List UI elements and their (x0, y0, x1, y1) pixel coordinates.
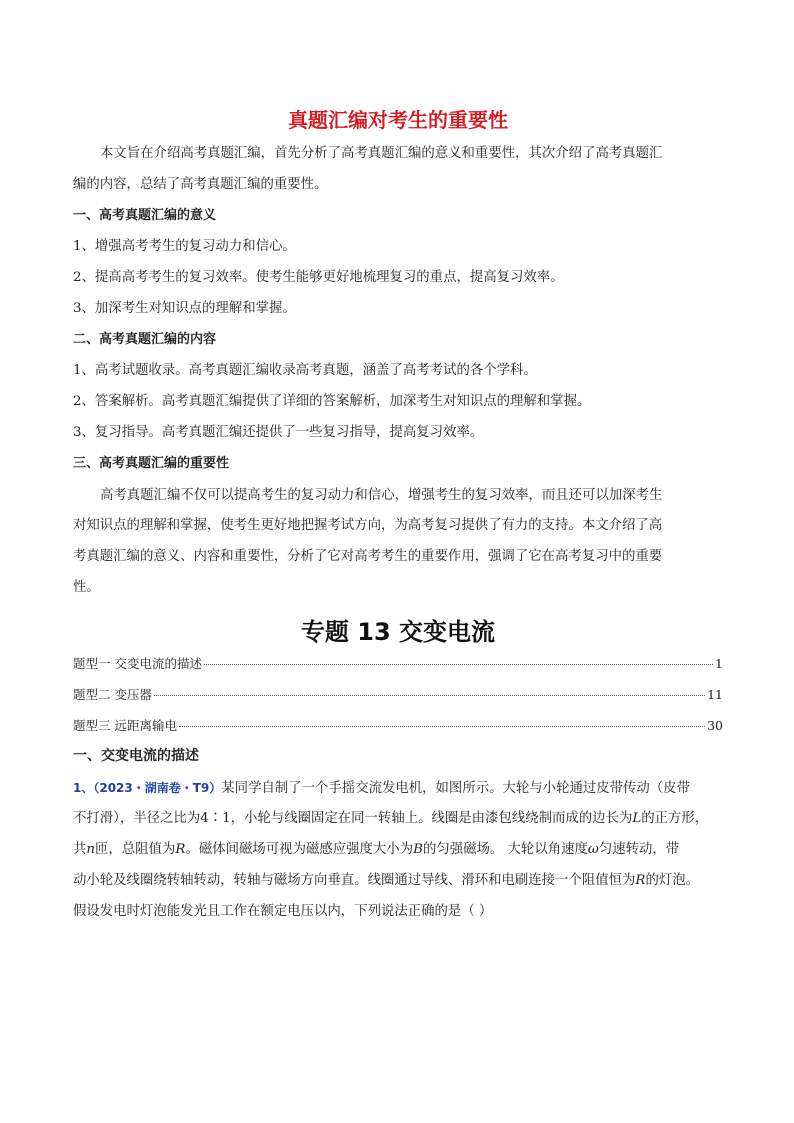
section1-item: 3、加深考生对知识点的理解和掌握。 (73, 301, 296, 316)
question-line-5: 假设发电时灯泡能发光且工作在额定电压以内，下列说法正确的是（ ） (73, 904, 493, 919)
section3-heading: 三、高考真题汇编的重要性 (73, 456, 230, 471)
toc-label: 题型三 远距离输电 (73, 718, 177, 733)
question-section-heading: 一、交变电流的描述 (73, 748, 199, 764)
page-title: 真题汇编对考生的重要性 (288, 108, 508, 132)
toc-page: 11 (707, 687, 723, 702)
section2-heading: 二、高考真题汇编的内容 (73, 332, 217, 347)
question-text: 。磁体间磁场可视为磁感应强度大小为 (185, 842, 414, 857)
section1-item: 1、增强高考考生的复习动力和信心。 (73, 239, 296, 254)
toc-leader (204, 664, 713, 665)
question-line-3 (73, 840, 723, 860)
question-text: 的正方形， (641, 811, 709, 826)
toc-label: 题型二 变压器 (73, 687, 152, 702)
section2-item: 1、高考试题收录。高考真题汇编收录高考真题，涵盖了高考考试的各个学科。 (73, 363, 537, 378)
toc-entry[interactable] (73, 716, 723, 734)
section1-item: 2、提高高考考生的复习效率。使考生能够更好地梳理复习的重点，提高复习效率。 (73, 270, 564, 285)
topic-title: 专题 13 交变电流 (300, 618, 496, 646)
section3-line: 对知识点的理解和掌握，使考生更好地把握考试方向，为高考复习提供了有力的支持。本文介绍了高 (73, 518, 663, 533)
question-text: 匀速转动，带 (598, 842, 680, 857)
math-symbol: B (413, 842, 423, 857)
question-text: 某同学自制了一个手摇交流发电机，如图所示。大轮与小轮通过皮带传动（皮带 (221, 781, 690, 796)
question-text: 匝，总阻值为 (95, 842, 176, 857)
intro-line-2: 编的内容，总结了高考真题汇编的重要性。 (73, 177, 328, 192)
question-text: 动小轮及线圈绕转轴转动，转轴与磁场方向垂直。线圈通过导线、滑环和电刷连接一个阻值恒为 (73, 873, 636, 888)
question-line-2 (73, 809, 723, 829)
toc-leader (154, 695, 705, 696)
math-symbol: L (632, 811, 642, 826)
toc-page: 30 (707, 718, 723, 733)
question-text: 的匀强磁场。 大轮以角速度 (422, 842, 588, 857)
math-symbol: ω (587, 842, 599, 857)
section3-line: 性。 (73, 580, 100, 595)
question-text: 不打滑），半径之比为4∶1，小轮与线圈固定在同一转轴上。线圈是由漆包线绕制而成的边长为 (73, 811, 633, 826)
toc-entry[interactable] (73, 685, 723, 703)
question-text: 的灯泡。 (645, 873, 700, 888)
intro-line-1: 本文旨在介绍高考真题汇编，首先分析了高考真题汇编的意义和重要性，其次介绍了高考真题汇 (100, 146, 663, 161)
question-source-tag: 1、（2023・湖南卷・T9） (73, 781, 222, 795)
question-line-1 (73, 778, 723, 799)
section3-line: 高考真题汇编不仅可以提高考生的复习动力和信心，增强考生的复习效率，而且还可以加深考生 (100, 488, 663, 503)
toc-label: 题型一 交变电流的描述 (73, 656, 202, 671)
toc-page: 1 (715, 656, 723, 671)
section2-item: 2、答案解析。高考真题汇编提供了详细的答案解析，加深考生对知识点的理解和掌握。 (73, 394, 591, 409)
section2-item: 3、复习指导。高考真题汇编还提供了一些复习指导，提高复习效率。 (73, 425, 484, 440)
section1-heading: 一、高考真题汇编的意义 (73, 208, 217, 223)
question-text: 共 (73, 842, 87, 857)
toc-leader (179, 726, 705, 727)
math-symbol: R (635, 873, 646, 888)
section3-line: 考真题汇编的意义、内容和重要性，分析了它对高考考生的重要作用，强调了它在高考复习中的重要 (73, 549, 663, 564)
math-symbol: n (86, 842, 96, 857)
toc-entry[interactable] (73, 654, 723, 672)
question-line-4 (73, 871, 723, 891)
math-symbol: R (175, 842, 186, 857)
